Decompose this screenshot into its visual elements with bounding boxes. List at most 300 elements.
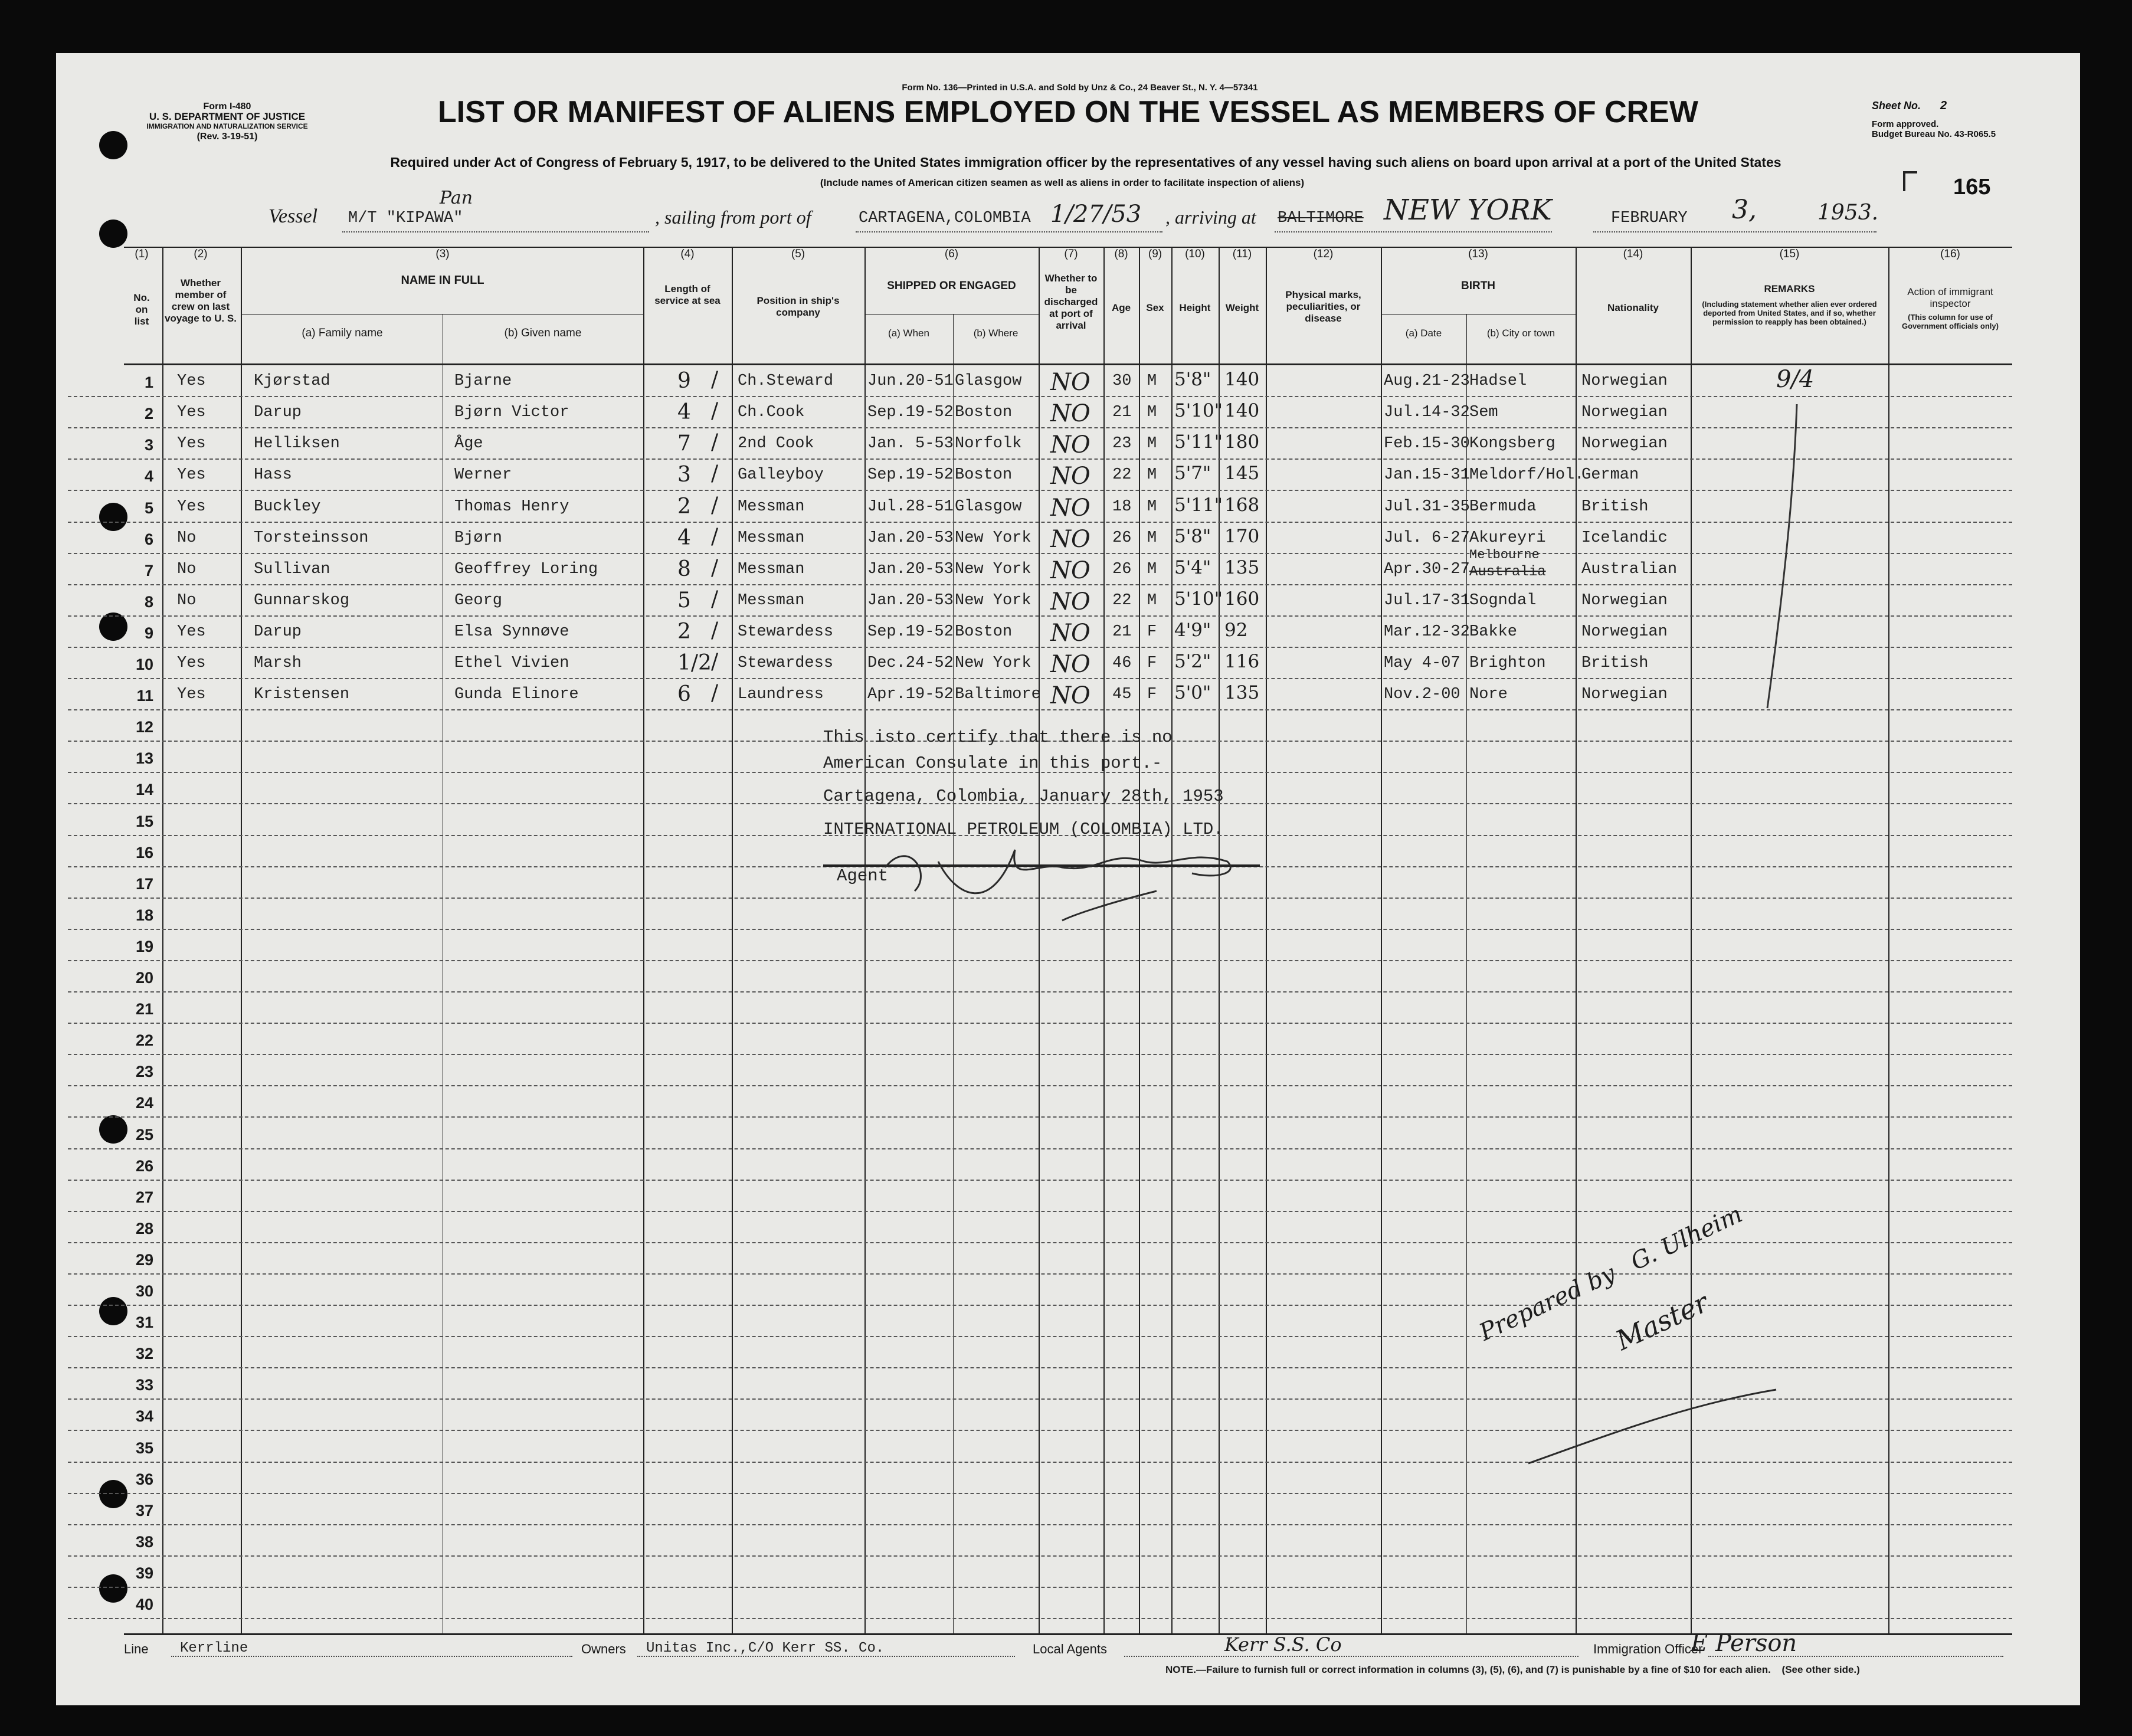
shipped-where-cell: Boston — [955, 623, 1013, 641]
row-separator — [68, 458, 2012, 460]
weight-cell: 168 — [1224, 494, 1260, 516]
age-cell: 23 — [1112, 435, 1132, 453]
discharge-cell: NO — [1050, 369, 1090, 397]
weight-cell: 140 — [1224, 400, 1260, 422]
discharge-cell: NO — [1050, 651, 1090, 678]
shipped-where-cell: New York — [955, 560, 1031, 578]
col-num-14: (14) — [1623, 248, 1643, 260]
last-voyage-cell: No — [177, 560, 197, 578]
footer-see-other: (See other side.) — [1781, 1664, 1860, 1675]
row-number: 36 — [135, 1470, 153, 1488]
certification-line-4: INTERNATIONAL PETROLEUM (COLOMBIA) LTD. — [823, 820, 1224, 839]
struck-country-cell: Australia — [1469, 564, 1546, 580]
remarks-annotation: 9/4 — [1776, 366, 1815, 393]
height-cell: 5'8" — [1174, 369, 1211, 391]
col-head-remarks: REMARKS — [1764, 283, 1815, 294]
stamp-mark — [1903, 171, 1917, 191]
row-number: 19 — [135, 937, 153, 955]
row-separator — [68, 490, 2012, 491]
family-name-cell: Kristensen — [254, 686, 350, 704]
certification-line-1: This isto certify that there is no — [823, 728, 1173, 747]
service-length-cell: 9 — [677, 369, 691, 394]
weight-cell: 135 — [1224, 682, 1260, 704]
nationality-cell: Norwegian — [1581, 372, 1668, 391]
check-mark: / — [711, 650, 719, 674]
given-name-cell: Åge — [454, 435, 483, 453]
sailing-label: , sailing from port of — [655, 207, 811, 228]
col-head-last-voyage: Whether member of crew on last voyage to U. S. — [165, 277, 237, 324]
row-number: 8 — [144, 592, 153, 611]
last-voyage-cell: Yes — [177, 372, 206, 391]
agent-label: Agent — [837, 866, 889, 886]
row-number: 11 — [136, 687, 153, 705]
sex-cell: F — [1147, 686, 1157, 704]
age-cell: 26 — [1112, 529, 1132, 547]
check-mark: / — [711, 368, 719, 392]
shipped-where-cell: Glasgow — [955, 372, 1022, 391]
birth-date-cell: Aug.21-23 — [1384, 372, 1470, 391]
row-separator — [68, 1180, 2012, 1181]
service-length-cell: 3 — [677, 463, 691, 487]
given-name-cell: Thomas Henry — [454, 497, 569, 516]
row-number: 34 — [135, 1407, 153, 1426]
last-voyage-cell: Yes — [177, 497, 206, 516]
shipped-when-cell: Sep.19-52 — [867, 466, 954, 484]
department-name: U. S. DEPARTMENT OF JUSTICE — [149, 111, 306, 122]
age-cell: 21 — [1112, 404, 1132, 422]
footer-note — [1165, 1664, 1860, 1676]
row-number: 17 — [135, 874, 153, 893]
given-name-cell: Geoffrey Loring — [454, 560, 598, 578]
requirement-text: Required under Act of Congress of February 5, 1917, to be delivered to the United States immigration officer by the representatives of any vessel having such aliens on board upon arrival at a port of the United States — [390, 155, 1781, 170]
approval-block — [1872, 119, 1996, 139]
date-underline — [1593, 231, 1876, 232]
col-head-discharge: Whether to be discharged at port of arrival — [1044, 273, 1098, 331]
given-name-cell: Bjørn Victor — [454, 404, 569, 422]
birth-subdivider — [1381, 314, 1576, 315]
shipped-where-cell: New York — [955, 654, 1031, 672]
last-voyage-cell: Yes — [177, 654, 206, 672]
subhead-given-name: (b) Given name — [504, 327, 582, 339]
shipped-where-cell: New York — [955, 591, 1031, 610]
row-number: 29 — [135, 1250, 153, 1269]
row-number: 10 — [135, 656, 153, 673]
footer-agents-underline — [1124, 1656, 1578, 1657]
service-length-cell: 7 — [677, 431, 691, 456]
family-name-cell: Kjørstad — [254, 372, 330, 391]
height-cell: 5'11" — [1174, 431, 1223, 453]
row-separator — [68, 709, 2012, 710]
master-title: Master — [1611, 1286, 1714, 1357]
birth-date-cell: May 4-07 — [1384, 654, 1460, 672]
row-number: 20 — [135, 969, 153, 987]
col-head-position: Position in ship's company — [756, 295, 840, 318]
title-part-2: MANIFEST OF ALIENS EMPLOYED ON THE VESSEL AS MEMBERS OF CREW — [567, 95, 1698, 129]
row-number: 2 — [144, 405, 153, 423]
agent-signature — [862, 826, 1275, 926]
nationality-cell: Norwegian — [1581, 435, 1668, 453]
col-divider — [643, 247, 644, 1635]
family-name-cell: Torsteinsson — [254, 529, 369, 547]
footer-agents-label: Local Agents — [1033, 1642, 1107, 1656]
weight-cell: 180 — [1224, 431, 1260, 453]
birth-city-cell: Hadsel — [1469, 372, 1527, 391]
certification-block — [823, 725, 1224, 843]
row-number: 7 — [144, 561, 153, 579]
row-separator — [68, 678, 2012, 679]
col-divider — [1381, 247, 1382, 1635]
sex-cell: M — [1147, 560, 1157, 578]
footer-line-value: Kerrline — [180, 1640, 248, 1656]
row-number: 27 — [135, 1188, 153, 1206]
prepared-by-text: Prepared by — [1475, 1259, 1620, 1347]
age-cell: 22 — [1112, 466, 1132, 484]
position-cell: Messman — [738, 529, 805, 547]
position-cell: Stewardess — [738, 654, 834, 672]
col-divider — [1039, 247, 1040, 1635]
col-head-birth: BIRTH — [1460, 280, 1496, 292]
col-divider — [1103, 247, 1105, 1635]
row-number: 30 — [135, 1282, 153, 1300]
service-length-cell: 6 — [677, 682, 691, 707]
birth-date-cell: Jul. 6-27 — [1384, 529, 1470, 547]
row-separator — [68, 647, 2012, 648]
remarks-note: (Including statement whether alien ever ordered deported from United States, and if so, whether permission to reapply has been obtained.) — [1702, 300, 1877, 326]
height-cell: 5'8" — [1174, 525, 1211, 547]
last-voyage-cell: Yes — [177, 404, 206, 422]
include-note: (Include names of American citizen seamen as well as aliens in order to facilitate inspection of aliens) — [820, 177, 1305, 188]
sailing-date: 1/27/53 — [1050, 201, 1142, 228]
position-cell: Messman — [738, 560, 805, 578]
position-cell: Galleyboy — [738, 466, 824, 484]
position-cell: 2nd Cook — [738, 435, 814, 453]
subhead-when: (a) When — [888, 327, 929, 339]
check-mark: / — [711, 587, 719, 611]
col-num-1: (1) — [135, 248, 149, 260]
col-divider — [732, 247, 733, 1635]
col-num-12: (12) — [1313, 248, 1334, 260]
family-name-cell: Gunnarskog — [254, 591, 350, 610]
check-mark: / — [711, 555, 719, 580]
col-divider — [241, 247, 242, 1635]
row-separator — [68, 1242, 2012, 1243]
birth-city-cell: Bermuda — [1469, 497, 1537, 516]
nationality-cell: Norwegian — [1581, 686, 1668, 704]
row-number: 5 — [144, 499, 153, 517]
family-name-cell: Sullivan — [254, 560, 330, 578]
footer-agents-value: Kerr S.S. Co — [1224, 1633, 1342, 1656]
age-cell: 26 — [1112, 560, 1132, 578]
row-number: 18 — [135, 906, 153, 924]
title-part-1: LIST OR — [438, 95, 559, 129]
nationality-cell: German — [1581, 466, 1639, 484]
row-separator — [68, 1273, 2012, 1275]
position-cell: Messman — [738, 497, 805, 516]
birth-date-cell: Jul.17-31 — [1384, 591, 1470, 610]
service-length-cell: 5 — [677, 588, 691, 612]
birth-date-cell: Nov.2-00 — [1384, 686, 1460, 704]
row-number: 9 — [144, 624, 153, 642]
birth-city-cell: Nore — [1469, 686, 1508, 704]
sex-cell: F — [1147, 623, 1157, 641]
birth-city-cell: Kongsberg — [1469, 435, 1555, 453]
row-separator — [68, 584, 2012, 585]
birth-date-cell: Feb.15-30 — [1384, 435, 1470, 453]
position-cell: Messman — [738, 591, 805, 610]
age-cell: 45 — [1112, 686, 1132, 704]
form-number: Form I-480 — [203, 101, 251, 112]
col-num-15: (15) — [1779, 248, 1800, 260]
col-num-11: (11) — [1232, 248, 1252, 260]
col-divider — [864, 247, 866, 1635]
given-name-cell: Bjørn — [454, 529, 503, 547]
height-cell: 5'10" — [1174, 588, 1223, 610]
weight-cell: 135 — [1224, 556, 1260, 578]
col-head-age: Age — [1111, 302, 1131, 313]
row-number: 39 — [135, 1564, 153, 1582]
service-name: IMMIGRATION AND NATURALIZATION SERVICE — [146, 122, 308, 130]
sex-cell: M — [1147, 497, 1157, 516]
last-voyage-cell: Yes — [177, 435, 206, 453]
sheet-label: Sheet No. — [1872, 100, 1921, 112]
service-length-cell: 1/2 — [677, 651, 712, 675]
weight-cell: 92 — [1224, 619, 1248, 641]
row-separator — [68, 929, 2012, 930]
row-number: 6 — [144, 530, 153, 548]
row-number: 23 — [135, 1063, 153, 1081]
check-mark: / — [711, 618, 719, 643]
check-mark: / — [711, 399, 719, 424]
col-divider — [1266, 247, 1267, 1635]
row-separator — [68, 396, 2012, 397]
row-separator — [68, 1148, 2012, 1149]
row-number: 3 — [144, 436, 153, 454]
birth-date-cell: Jul.14-32 — [1384, 404, 1470, 422]
footer-line-underline — [171, 1656, 572, 1657]
service-length-cell: 2 — [677, 619, 691, 644]
nationality-cell: British — [1581, 654, 1649, 672]
subhead-where: (b) Where — [973, 327, 1018, 339]
last-voyage-cell: Yes — [177, 623, 206, 641]
col-num-6: (6) — [944, 248, 959, 260]
row-number: 37 — [135, 1501, 153, 1519]
row-number: 21 — [135, 1000, 153, 1018]
sex-cell: M — [1147, 591, 1157, 610]
punch-hole — [99, 131, 127, 159]
row-separator — [68, 553, 2012, 554]
form-id-block — [127, 101, 328, 142]
row-separator — [68, 1555, 2012, 1557]
family-name-cell: Hass — [254, 466, 292, 484]
discharge-cell: NO — [1050, 619, 1090, 647]
position-cell: Laundress — [738, 686, 824, 704]
row-number: 15 — [135, 812, 153, 830]
age-cell: 22 — [1112, 591, 1132, 610]
col-num-3: (3) — [435, 248, 450, 260]
given-name-cell: Georg — [454, 591, 503, 610]
action-note: (This column for use of Government officials only) — [1902, 313, 1999, 330]
col-num-2: (2) — [194, 248, 208, 260]
height-cell: 5'10" — [1174, 400, 1223, 422]
sex-cell: M — [1147, 466, 1157, 484]
family-name-cell: Buckley — [254, 497, 321, 516]
row-number: 40 — [135, 1596, 153, 1613]
punch-hole — [99, 220, 127, 248]
discharge-cell: NO — [1050, 431, 1090, 459]
shipped-where-cell: Baltimore — [955, 686, 1041, 704]
vessel-label: Vessel — [268, 205, 318, 227]
col-num-13: (13) — [1468, 248, 1488, 260]
col-head-action: Action of immigrant inspector — [1907, 286, 1993, 309]
approval-line: Form approved. — [1872, 119, 1939, 129]
footer-owners-underline — [637, 1656, 1015, 1657]
row-separator — [68, 522, 2012, 523]
check-mark: / — [711, 430, 719, 455]
birth-city-cell: Meldorf/Hol. — [1469, 466, 1584, 484]
row-separator — [68, 1524, 2012, 1525]
height-cell: 5'7" — [1174, 463, 1211, 484]
row-number: 24 — [135, 1094, 153, 1112]
vessel-annotation: Pan — [440, 188, 473, 208]
position-cell: Ch.Steward — [738, 372, 834, 391]
arrival-year: 1953. — [1817, 201, 1879, 225]
footer-owners-label: Owners — [581, 1642, 626, 1656]
position-cell: Stewardess — [738, 623, 834, 641]
sailing-underline — [856, 231, 1162, 232]
shipped-when-cell: Apr.19-52 — [867, 686, 954, 704]
row-separator — [68, 1336, 2012, 1337]
shipped-when-cell: Jan.20-53 — [867, 529, 954, 547]
sheet-value: 2 — [1940, 99, 1947, 112]
given-name-cell: Werner — [454, 466, 512, 484]
arriving-underline — [1275, 231, 1552, 232]
printer-line: Form No. 136—Printed in U.S.A. and Sold by Unz & Co., 24 Beaver St., N. Y. 4—57341 — [902, 83, 1258, 93]
weight-cell: 160 — [1224, 588, 1260, 610]
stamp-number: 165 — [1953, 175, 1991, 199]
col-divider — [1219, 247, 1220, 1635]
sex-cell: M — [1147, 404, 1157, 422]
check-mark: / — [711, 461, 719, 486]
discharge-cell: NO — [1050, 525, 1090, 553]
sheet-number — [1872, 99, 1947, 113]
footer-line-label: Line — [124, 1642, 149, 1656]
footer-officer-label: Immigration Officer — [1593, 1642, 1703, 1656]
birth-city-cell: Brighton — [1469, 654, 1546, 672]
shipped-where-cell: New York — [955, 529, 1031, 547]
certification-line-3: Cartagena, Colombia, January 28th, 1953 — [823, 787, 1224, 806]
birth-city-cell: Bakke — [1469, 623, 1518, 641]
shipped-where-cell: Boston — [955, 404, 1013, 422]
birth-city-cell: Akureyri — [1469, 529, 1546, 547]
position-cell: Ch.Cook — [738, 404, 805, 422]
row-number: 13 — [135, 749, 153, 768]
shipped-when-cell: Dec.24-52 — [867, 654, 954, 672]
height-cell: 5'11" — [1174, 494, 1223, 516]
row-separator — [68, 1587, 2012, 1588]
row-number: 4 — [144, 467, 153, 486]
row-number: 33 — [135, 1376, 153, 1394]
footer-officer-value: E Person — [1691, 1630, 1797, 1657]
row-separator — [68, 1618, 2012, 1619]
given-name-cell: Gunda Elinore — [454, 686, 579, 704]
col-num-16: (16) — [1940, 248, 1960, 260]
row-separator — [68, 1305, 2012, 1306]
subhead-birth-city: (b) City or town — [1486, 327, 1555, 339]
discharge-cell: NO — [1050, 400, 1090, 428]
nationality-cell: Norwegian — [1581, 591, 1668, 610]
discharge-cell: NO — [1050, 494, 1090, 522]
footer-officer-underline — [1708, 1656, 2003, 1657]
shipped-when-cell: Jan.20-53 — [867, 560, 954, 578]
col-head-shipped: SHIPPED OR ENGAGED — [887, 280, 1016, 292]
row-number: 22 — [135, 1031, 153, 1050]
row-separator — [68, 1493, 2012, 1494]
vessel-name: M/T "KIPAWA" — [348, 209, 463, 227]
family-name-cell: Darup — [254, 623, 302, 641]
nationality-cell: Norwegian — [1581, 623, 1668, 641]
subhead-family-name: (a) Family name — [302, 327, 383, 339]
row-number: 38 — [135, 1532, 153, 1551]
col-head-weight: Weight — [1225, 302, 1259, 313]
shipped-where-cell: Norfolk — [955, 435, 1022, 453]
certification-line-2: American Consulate in this port.- — [823, 754, 1162, 773]
shipped-where-cell: Glasgow — [955, 497, 1022, 516]
arriving-label: , arriving at — [1165, 207, 1256, 228]
arriving-port-struck: BALTIMORE — [1278, 209, 1364, 227]
last-voyage-cell: Yes — [177, 466, 206, 484]
weight-cell: 140 — [1224, 369, 1260, 391]
nationality-cell: British — [1581, 497, 1649, 516]
shipped-when-cell: Sep.19-52 — [867, 404, 954, 422]
col-divider — [162, 247, 163, 1635]
birth-date-cell: Jul.31-35 — [1384, 497, 1470, 516]
row-separator — [68, 1054, 2012, 1055]
given-name-cell: Ethel Vivien — [454, 654, 569, 672]
discharge-cell: NO — [1050, 588, 1090, 615]
shipped-when-cell: Sep.19-52 — [867, 623, 954, 641]
birth-city-cell: Sogndal — [1469, 591, 1537, 610]
arrival-day: 3, — [1732, 195, 1757, 225]
shipped-where-cell: Boston — [955, 466, 1013, 484]
age-cell: 46 — [1112, 654, 1132, 672]
footer-note-text: NOTE.—Failure to furnish full or correct information in columns (3), (5), (6), and (7) is punishable by a fine of $10 for each alien. — [1165, 1664, 1771, 1675]
row-separator — [68, 615, 2012, 617]
check-mark: / — [711, 524, 719, 549]
form-title — [434, 94, 1702, 130]
row-separator — [68, 1116, 2012, 1118]
revision-date: (Rev. 3-19-51) — [197, 132, 258, 142]
sex-cell: M — [1147, 372, 1157, 391]
discharge-cell: NO — [1050, 682, 1090, 710]
header-bottom-border — [124, 363, 2012, 365]
birth-city-cell: Sem — [1469, 404, 1498, 422]
weight-cell: 145 — [1224, 463, 1260, 484]
check-mark: / — [711, 493, 719, 517]
family-name-cell: Marsh — [254, 654, 302, 672]
col-divider — [1139, 247, 1140, 1635]
height-cell: 4'9" — [1174, 619, 1211, 641]
col-head-nationality: Nationality — [1607, 302, 1659, 313]
row-separator — [68, 1085, 2012, 1086]
nationality-cell: Australian — [1581, 560, 1678, 578]
sailing-port: CARTAGENA,COLOMBIA — [859, 209, 1031, 227]
last-voyage-cell: No — [177, 529, 197, 547]
shipped-when-cell: Jul.28-51 — [867, 497, 954, 516]
arrival-month: FEBRUARY — [1611, 209, 1688, 227]
discharge-cell: NO — [1050, 463, 1090, 490]
col-num-7: (7) — [1064, 248, 1078, 260]
birth-date-cell: Jan.15-31 — [1384, 466, 1470, 484]
